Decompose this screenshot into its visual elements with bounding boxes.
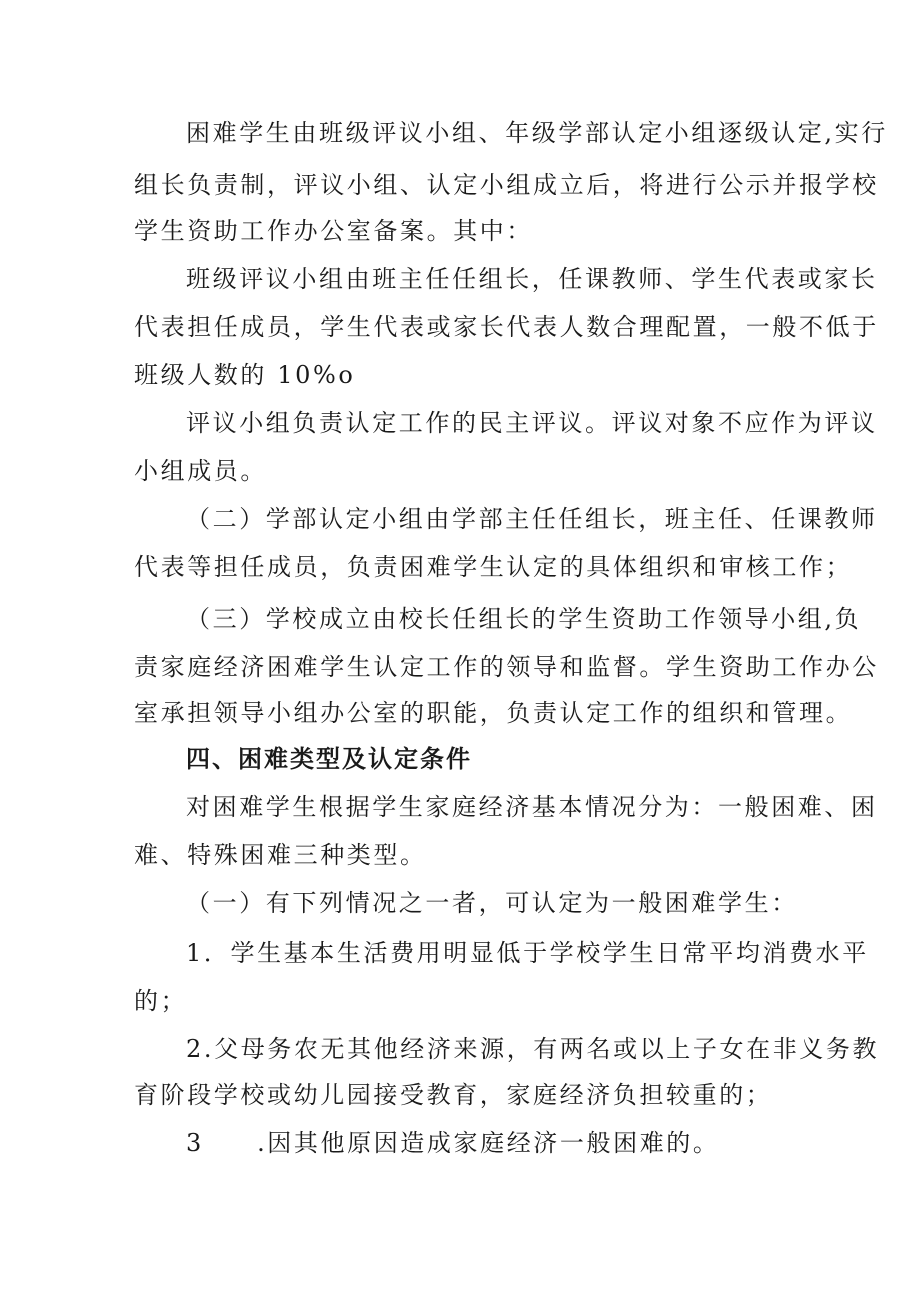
paragraph-line: 代表等担任成员，负责困难学生认定的具体组织和审核工作； (134, 553, 853, 581)
list-item-line: 3 .因其他原因造成家庭经济一般困难的。 (186, 1129, 720, 1157)
paragraph-line: 小组成员。 (134, 457, 267, 485)
paragraph-line: 责家庭经济困难学生认定工作的领导和监督。学生资助工作办公 (134, 653, 879, 681)
list-item-line: 育阶段学校或幼儿园接受教育，家庭经济负担较重的； (134, 1081, 773, 1109)
list-item-line: 的； (134, 987, 188, 1015)
section-heading: 四、困难类型及认定条件 (186, 745, 472, 773)
list-item-line: 2.父母务农无其他经济来源，有两名或以上子女在非义务教 (186, 1035, 880, 1063)
paragraph-line: 室承担领导小组办公室的职能，负责认定工作的组织和管理。 (134, 699, 853, 727)
paragraph-line: 代表担任成员，学生代表或家长代表人数合理配置，一般不低于 (134, 313, 879, 341)
paragraph-line: 困难学生由班级评议小组、年级学部认定小组逐级认定,实行 (186, 119, 888, 147)
paragraph-line: （一）有下列情况之一者，可认定为一般困难学生： (186, 889, 798, 917)
list-item-line: 1．学生基本生活费用明显低于学校学生日常平均消费水平 (186, 939, 869, 967)
paragraph-line: 班级评议小组由班主任任组长，任课教师、学生代表或家长 (186, 265, 878, 293)
paragraph-line: 学生资助工作办公室备案。其中： (134, 217, 533, 245)
paragraph-line: 组长负责制，评议小组、认定小组成立后，将进行公示并报学校 (134, 171, 879, 199)
paragraph-line: （三）学校成立由校长任组长的学生资助工作领导小组,负 (186, 605, 862, 633)
paragraph-line: 难、特殊困难三种类型。 (134, 841, 427, 869)
paragraph-line: 对困难学生根据学生家庭经济基本情况分为：一般困难、困 (186, 793, 878, 821)
paragraph-line: 班级人数的 10%o (134, 361, 356, 389)
paragraph-line: （二）学部认定小组由学部主任任组长，班主任、任课教师 (186, 505, 878, 533)
paragraph-line: 评议小组负责认定工作的民主评议。评议对象不应作为评议 (186, 409, 878, 437)
